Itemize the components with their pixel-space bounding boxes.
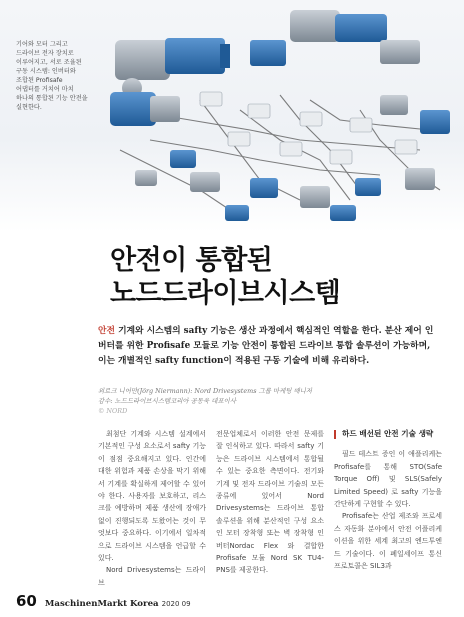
lead-text: 기계와 시스템의 safty 기능은 생산 과정에서 핵심적인 역할을 한다. 분산 제어 인버터를 위한 Profisafe 모듈로 기능 안전이 통합된 드라이브 통합 솔루션이 가능하며, 이는 개별적인 safty function이 적용된 구동 기술에 비해 유리하다. xyxy=(98,326,434,366)
body-paragraph: 필드 테스트 증인 이 애플리케는 Profisafe를 통해 STO(Safe Torque Off) 및 SLS(Safely Limited Speed) 로 safty 기능을 간단하게 구현할 수 있다. xyxy=(334,450,442,509)
lead-paragraph xyxy=(98,324,438,369)
title-line-2: 노드드라이브시스템 xyxy=(110,278,341,309)
title-line-1: 안전이 통합된 xyxy=(110,245,273,276)
gear-motor-large xyxy=(115,38,230,98)
body-paragraph: Profisafe는 산업 제조와 프로세스 자동화 분야에서 안전 어플리케이션을 위한 세계 최고의 엔드투엔드 기술이다. 이 폐일세이프 통신 프로토콜은 SIL3과 xyxy=(334,512,442,571)
image-caption: 기어와 모터 그리고 드라이브 전자 장치로 이루어지고, 서로 조율된 구동 시스템: 인버터와 조합된 Profisafe 어댑터를 거치어 마치 하나의 통합된 기능 안전을 실현한다. xyxy=(16,41,88,111)
lead-accent: 안전 xyxy=(98,326,115,336)
byline-editor: 감수: 노드드라이브시스템코리아 공동욱 대표이사 xyxy=(98,397,236,405)
section-heading-text: 하드 배선된 안전 기술 생략 xyxy=(342,429,434,438)
gear-motor-top-right xyxy=(250,10,420,66)
article-title xyxy=(110,244,340,310)
byline-source: © NORD xyxy=(98,407,128,415)
byline xyxy=(98,386,428,416)
heading-marker xyxy=(334,430,336,439)
gear-motor-left xyxy=(110,92,180,126)
small-motors xyxy=(135,95,450,221)
page-footer xyxy=(16,592,191,610)
page-number: 60 xyxy=(16,592,37,610)
body-column-1 xyxy=(98,428,206,589)
byline-author: 외르크 니어만(Jörg Niermann): Nord Drivesystems 그룹 마케팅 매니저 xyxy=(98,387,312,395)
body-paragraph: 최첨단 기계와 시스템 설계에서 기본적인 구성 요소로서 safty 기능이 점점 중요해지고 있다. 인간에 대한 위험과 제품 손상을 막기 위해서 기계를 확실하게 제어할 수 있어야 한다. 사용자를 보호하고, 리스크를 예방하며 제품 생산에 장애가 없이 진행되도록 도왔어는 것이 무엇보다 중요하다. 이기에서 일차적으로 드라이브 시스템을 언급할 수 있다. xyxy=(98,430,206,563)
body-column-2 xyxy=(216,428,324,577)
body-paragraph: 전문업체로서 이러한 안전 문제를 잘 인식하고 있다. 따라서 safty 기능은 드라이브 시스템에서 통합될 수 있는 중요한 측면이다. 전기와 기계 및 전자 드라이브 기술의 모든 종류에 있어서 Nord Drivesystems는 드라이브 통합 솔루션을 위해 분산적인 구성 요소인 모터 장착형 또는 벽 장착형 인버터Nordac Flex 와 결합한 Profisafe 모듈 Nord SK TU4-PNS를 제공한다. xyxy=(216,430,324,575)
body-paragraph: Nord Drivesystems는 드라이브 xyxy=(98,566,206,587)
issue-date: 2020 09 xyxy=(161,600,191,608)
hero-image xyxy=(0,0,464,232)
section-heading xyxy=(334,428,442,440)
body-column-3 xyxy=(334,428,442,572)
drive-system-illustration xyxy=(0,0,464,232)
magazine-name: MaschinenMarkt Korea xyxy=(44,599,159,609)
